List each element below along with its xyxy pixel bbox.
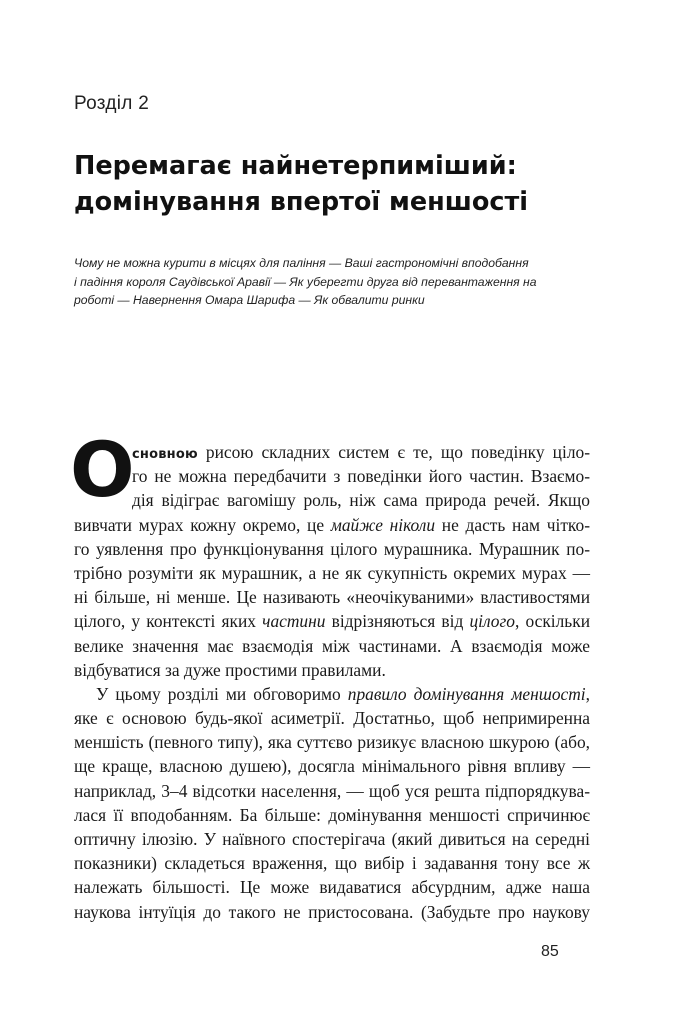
chapter-label: Розділ 2: [74, 93, 150, 114]
emphasis: правило домінування меншості: [347, 683, 586, 704]
paragraph-line: лася її вподобанням. Ба більше: домінування меншості спричинює: [74, 804, 590, 825]
paragraph-line: вивчати мурах кожну окремо, це майже ніколи не дасть нам чітко-: [74, 514, 590, 535]
chapter-title-line: Перемагає найнетерпиміший:: [74, 151, 517, 181]
paragraph-line: яке є основою будь-якої асиметрії. Достатньо, щоб непримиренна: [74, 708, 590, 729]
emphasis: цілого: [469, 611, 515, 632]
paragraph-line: трібно розуміти як мурашник, а не як сукупність окремих мурах —: [74, 562, 590, 583]
paragraph-line: велике значення має взаємодія між частинами. А взаємодія може: [74, 635, 590, 656]
paragraph-line: відбуватися за дуже простими правилами.: [74, 659, 386, 680]
chapter-summary: [74, 254, 584, 310]
emphasis: частини: [262, 611, 326, 632]
summary-line: роботі — Навернення Омара Шарифа — Як обвалити ринки: [74, 293, 425, 307]
paragraph-line: го не можна передбачити з поведінки його частин. Взаємо-: [132, 466, 590, 487]
paragraph-line: показники) складеться враження, що вибір і задавання тону все ж: [74, 853, 590, 874]
page-number: 85: [541, 943, 559, 960]
drop-cap: О: [70, 425, 135, 514]
summary-line: і падіння короля Саудівської Аравії — Як уберегти друга від перевантаження на: [74, 274, 537, 289]
summary-line: Чому не можна курити в місцях для паління — Ваші гастрономічні вподобання: [74, 256, 529, 270]
paragraph-line: наукова інтуїція до такого не пристосована. (Забудьте про наукову: [74, 901, 590, 922]
paragraph-line: ні більше, ні менше. Це називають «неочікуваними» властивостями: [74, 587, 590, 608]
paragraph-line: дія відіграє вагомішу роль, ніж сама природа речей. Якщо: [132, 490, 590, 511]
paragraph-line: сновною рисою складних систем є те, що поведінку ціло-: [132, 442, 590, 462]
paragraph-line: оптичну ілюзію. У наївного спостерігача (який дивиться на середні: [74, 829, 590, 849]
emphasis: майже ніколи: [330, 514, 436, 535]
paragraph-line: цілого, у контексті яких частини відрізняються від цілого, оскільки: [74, 611, 590, 632]
chapter-title: [74, 148, 614, 220]
paragraph-line: належать більшості. Це може видаватися абсурдним, адже наша: [74, 877, 590, 898]
lead-word: сновною: [132, 447, 198, 462]
paragraph-line: наприклад, 3–4 відсотки населення, — щоб уся решта підпорядкува-: [74, 780, 590, 801]
body-text: [74, 440, 590, 924]
paragraph-line: го уявлення про функціонування цілого мурашника. Мурашник по-: [74, 538, 590, 559]
paragraph-line: меншість (певного типу), яка суттєво ризикує власною шкурою (або,: [74, 732, 590, 753]
paragraph-line: ще краще, власною душею), досягла мінімального рівня впливу —: [74, 756, 590, 777]
paragraph-line: У цьому розділі ми обговоримо правило домінування меншості,: [96, 683, 590, 704]
chapter-title-line: домінування впертої меншості: [74, 187, 528, 217]
